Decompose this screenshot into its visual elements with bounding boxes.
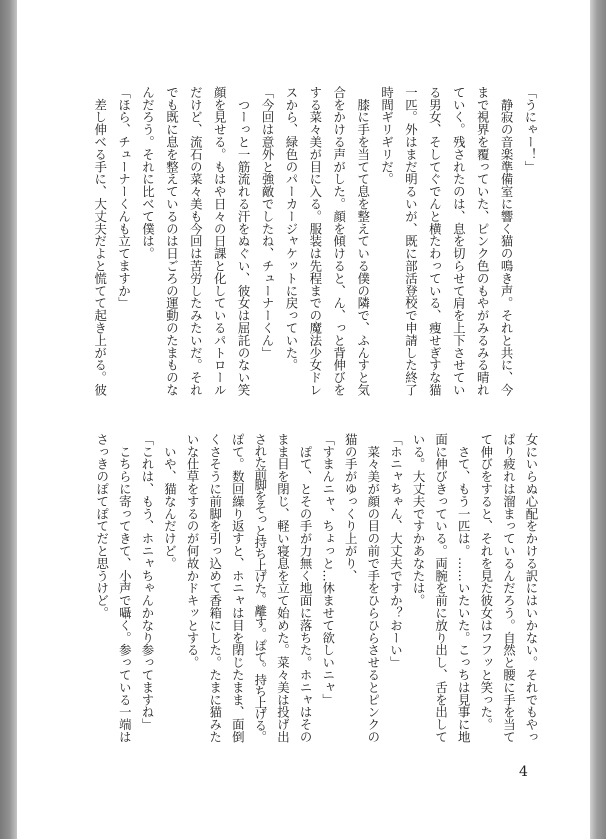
text-line: 菜々美が顔の目の前で手をひらひらさせるとピンクの: [365, 433, 381, 743]
text-line: だけど、流石の菜々美も今回は苦労したみたいだ。それ: [188, 86, 204, 396]
text-line: 面に伸びきっている。両腕を前に放り出し、舌を出して: [433, 433, 449, 743]
text-line: 静寂の音楽準備室に響く猫の鳴き声。それと共に、今: [499, 86, 515, 396]
text-line: つーっと一筋流れる汗をぬぐい、彼女は屈託のない笑: [236, 86, 252, 396]
text-line: いや、猫なんだけど。: [162, 433, 178, 570]
page-number: 4: [519, 764, 528, 780]
text-line: 「ほら、チューナーくんも立てますか」: [116, 86, 132, 310]
text-line: 合をかける声がした。顔を傾けると、ん、っと背伸びを: [331, 86, 347, 396]
text-line: 猫の手がゆっくり上がり、: [343, 433, 359, 582]
text-line: 膝に手を当てて息を整えている僕の隣で、ふんすと気: [355, 86, 371, 396]
text-line: る男女、そしてぐでんと横たわっている、痩せぎすな猫: [427, 86, 443, 396]
text-line: 女にいらぬ心配をかける訳にはいかない。それでもやっ: [524, 433, 539, 743]
text-line: さて、もう一匹は。……いたいた。こっちは見事に地: [456, 433, 472, 743]
text-line: 「今回は意外と強敵でしたね、チューナーくん」: [260, 86, 276, 359]
upper-text-block: [88, 86, 542, 402]
text-line: 時間ギリギリだ。: [379, 86, 395, 186]
text-line: まで視界を覆っていた、ピンク色のもやがみるみる晴れ: [475, 86, 491, 396]
text-line: くさそうに前脚を引っ込めて香箱にした。たまに猫みた: [207, 433, 223, 743]
lower-text-block: [90, 433, 542, 749]
text-line: 差し伸べる手に、大丈夫だよと慌てて起き上がる。彼: [92, 86, 108, 396]
right-scan-edge: [590, 0, 606, 839]
text-line: 「ホニャちゃん、大丈夫ですか？おーい」: [388, 433, 404, 669]
text-line: 一匹。外はまだ明るいが、既に部活登校で申請した終了: [403, 86, 419, 396]
text-line: 「これは、もう、ホニャちゃんかなり参ってますね」: [139, 433, 155, 731]
text-line: 「うにゃー！」: [523, 86, 538, 173]
text-line: ていく。残されたのは、息を切らせて肩を上下させてい: [451, 86, 467, 396]
text-line: て伸びをすると、それを見た彼女はフフッと笑った。: [478, 433, 494, 731]
text-line: でも既に息を整えているのは日ごろの運動のたまものな: [164, 86, 180, 396]
text-line: まま目を閉じ、軽い寝息を立て始めた。菜々美は投げ出: [275, 433, 291, 743]
text-line: された前脚をそっと持ち上げた。離す。ぽて。持ち上げる。: [252, 433, 268, 743]
text-line: ぱり疲れは溜まっているんだろう。自然と腰に手を当て: [501, 433, 517, 743]
text-line: いる。大丈夫ですかあなたは。: [411, 433, 427, 607]
left-scan-edge: [0, 0, 17, 839]
text-line: ぽて、とその手が力無く地面に落ちた。ホニャはその: [298, 433, 314, 743]
text-line: 「すまんニャ、ちょっと…休ませて欲しいニャ」: [320, 433, 336, 706]
text-line: 顔を見せる。もはや日々の日課と化しているパトロール: [212, 86, 228, 396]
text-line: する菜々美が目に入る。服装は先程までの魔法少女ドレ: [307, 86, 323, 396]
text-line: スから、緑色のパーカージャケットに戻っていた。: [283, 86, 299, 372]
text-line: いな仕草をするのが何故かドキッとする。: [185, 433, 201, 669]
text-line: さっきのぽてぽてだと思うけど。: [94, 433, 110, 619]
text-line: んだろう。それに比べて僕は。: [140, 86, 156, 260]
text-line: ぽて。数回繰り返すと、ホニャは目を閉じたまま、面倒: [230, 433, 246, 743]
text-line: こちらに寄ってきて、小声で囁く。参っている一端は: [117, 433, 133, 743]
